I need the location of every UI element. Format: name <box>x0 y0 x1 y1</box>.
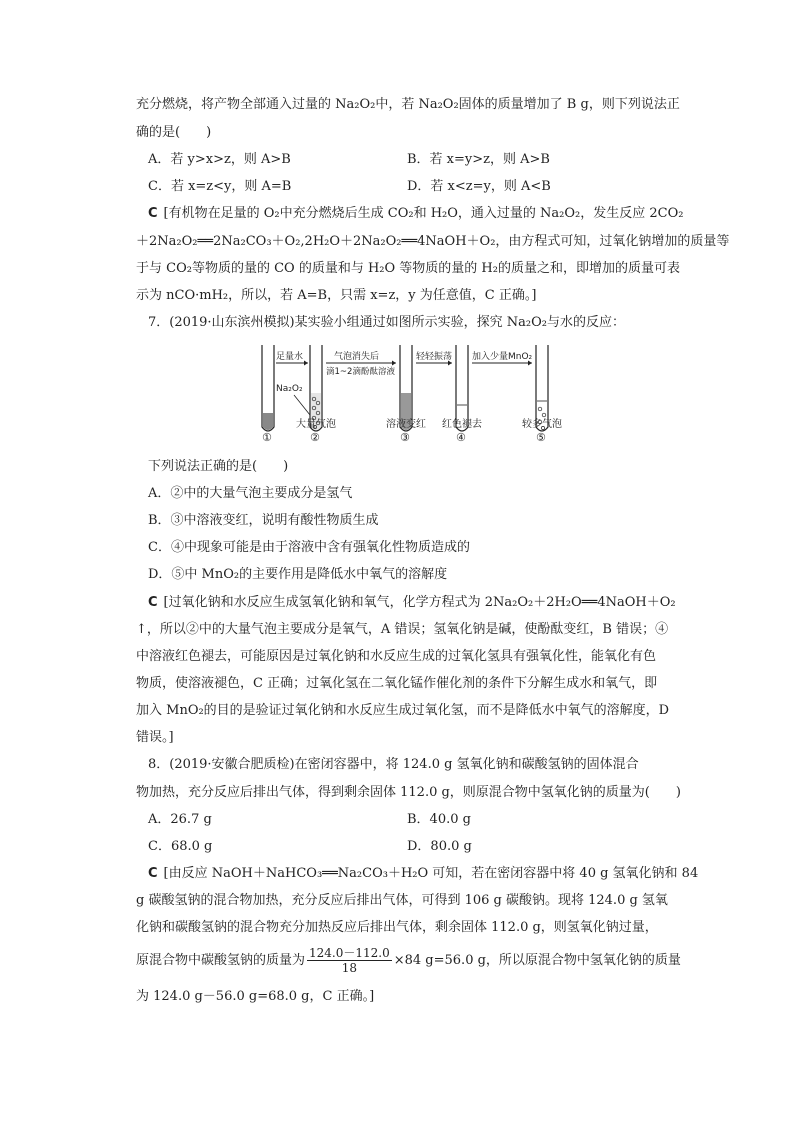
test-tube-1 <box>262 345 274 431</box>
experiment-figure <box>254 343 574 445</box>
answer-line <box>148 594 688 612</box>
answer-line: ＋2Na₂O₂══2Na₂CO₃＋O₂,2H₂O＋2Na₂O₂══4NaOH＋O₂，由方程式可知，过氧化钠增加的质量等 <box>136 234 730 249</box>
option-d: D．若 x<z=y，则 A<B <box>407 179 551 194</box>
option-d: D．⑤中 MnO₂的主要作用是降低水中氧气的溶解度 <box>148 567 448 582</box>
answer-text: 原混合物中碳酸氢钠的质量为 <box>136 953 306 968</box>
text-line: 确的是( ) <box>136 125 212 140</box>
answer-label: C <box>148 595 158 610</box>
answer-text: [有机物在足量的 O₂中充分燃烧后生成 CO₂和 H₂O，通入过量的 Na₂O₂，发生反应 2CO₂ <box>163 206 684 221</box>
tube-number-1: ① <box>262 431 272 444</box>
option-a: A．②中的大量气泡主要成分是氢气 <box>148 486 353 501</box>
answer-line: 错误。] <box>136 730 174 745</box>
answer-line: 为 124.0 g－56.0 g=68.0 g，C 正确。] <box>136 989 375 1004</box>
step1-bottom: 滴1~2滴酚酞溶液 <box>326 367 395 377</box>
step3-label: 加入少量MnO₂ <box>472 352 533 362</box>
step1-top: 气泡消失后 <box>334 352 380 362</box>
answer-line: 中溶液红色褪去，可能原因是过氧化钠和水反应生成的过氧化氢具有强氧化性，能氧化有色 <box>136 649 657 664</box>
answer-text: [过氧化钠和水反应生成氢氧化钠和氧气，化学方程式为 2Na₂O₂＋2H₂O══4NaOH＋O₂ <box>163 595 676 610</box>
text-line: 充分燃烧，将产物全部通入过量的 Na₂O₂中，若 Na₂O₂固体的质量增加了 B g，则下列说法正 <box>136 97 680 112</box>
answer-line: 于与 CO₂等物质的量的 CO 的质量和与 H₂O 等物质的量的 H₂的质量之和，即增加的质量可表 <box>136 261 680 276</box>
tube-number-2: ② <box>310 431 320 444</box>
question-stem: 8．(2019·安徽合肥质检)在密闭容器中，将 124.0 g 氢氧化钠和碳酸氢钠的固体混合 <box>148 757 639 772</box>
option-b: B．③中溶液变红，说明有酸性物质生成 <box>148 513 379 528</box>
option-c: C．若 x=z<y，则 A=B <box>148 179 292 194</box>
option-b: B．40.0 g <box>407 812 471 827</box>
caption-4: 红色褪去 <box>442 419 482 430</box>
fraction-numerator: 124.0－112.0 <box>309 946 390 960</box>
option-c: C．④中现象可能是由于溶液中含有强氧化性物质造成的 <box>148 540 470 555</box>
option-a: A．26.7 g <box>148 812 212 827</box>
answer-line <box>148 865 699 883</box>
label-water: 足量水 <box>276 352 304 362</box>
caption-3: 溶液变红 <box>386 419 426 430</box>
question-stem: 物加热，充分反应后排出气体，得到剩余固体 112.0 g，则原混合物中氢氧化钠的质量为( ) <box>136 785 681 800</box>
caption-5: 较多气泡 <box>522 419 562 430</box>
question-stem: 7．(2019·山东滨州模拟)某实验小组通过如图所示实验，探究 Na₂O₂与水的反应： <box>148 315 625 330</box>
tube-number-5: ⑤ <box>536 431 546 444</box>
label-na2o2: Na₂O₂ <box>276 384 303 394</box>
answer-line: 加入 MnO₂的目的是验证过氧化钠和水反应生成过氧化氢，而不是降低水中氧气的溶解度，D <box>136 703 670 718</box>
caption-2: 大量气泡 <box>296 419 336 430</box>
answer-text: ×84 g=56.0 g，所以原混合物中氢氧化钠的质量 <box>393 953 681 968</box>
answer-line: 物质，使溶液褪色，C 正确；过氧化氢在二氧化锰作催化剂的条件下分解生成水和氧气，即 <box>136 676 658 691</box>
question-prompt: 下列说法正确的是( ) <box>148 459 289 474</box>
fraction <box>307 946 392 975</box>
answer-line: 化钠和碳酸氢钠的混合物充分加热反应后排出气体，剩余固体 112.0 g，则氢氧化钠过量， <box>136 920 658 935</box>
option-b: B．若 x=y>z，则 A>B <box>407 152 550 167</box>
step2-label: 轻轻振荡 <box>416 352 453 362</box>
option-d: D．80.0 g <box>407 839 472 854</box>
answer-line <box>148 205 688 223</box>
tube-number-3: ③ <box>400 431 410 444</box>
option-a: A．若 y>x>z，则 A>B <box>148 152 291 167</box>
answer-label: C <box>148 206 158 221</box>
answer-line <box>136 946 681 975</box>
option-c: C．68.0 g <box>148 839 213 854</box>
answer-text: [由反应 NaOH＋NaHCO₃══Na₂CO₃＋H₂O 可知，若在密闭容器中将 40 g 氢氧化钠和 84 <box>163 866 699 881</box>
answer-line: g 碳酸氢钠的混合物加热，充分反应后排出气体，可得到 106 g 碳酸钠。现将 124.0 g 氢氧 <box>136 893 668 908</box>
answer-label: C <box>148 866 158 881</box>
fraction-denominator: 18 <box>341 961 358 975</box>
answer-line: ↑，所以②中的大量气泡主要成分是氧气，A 错误；氢氧化钠是碱，使酚酞变红，B 错误；④ <box>136 622 669 637</box>
tube-number-4: ④ <box>456 431 466 444</box>
answer-line: 示为 nCO·mH₂，所以，若 A=B，只需 x=z，y 为任意值，C 正确。] <box>136 288 537 303</box>
